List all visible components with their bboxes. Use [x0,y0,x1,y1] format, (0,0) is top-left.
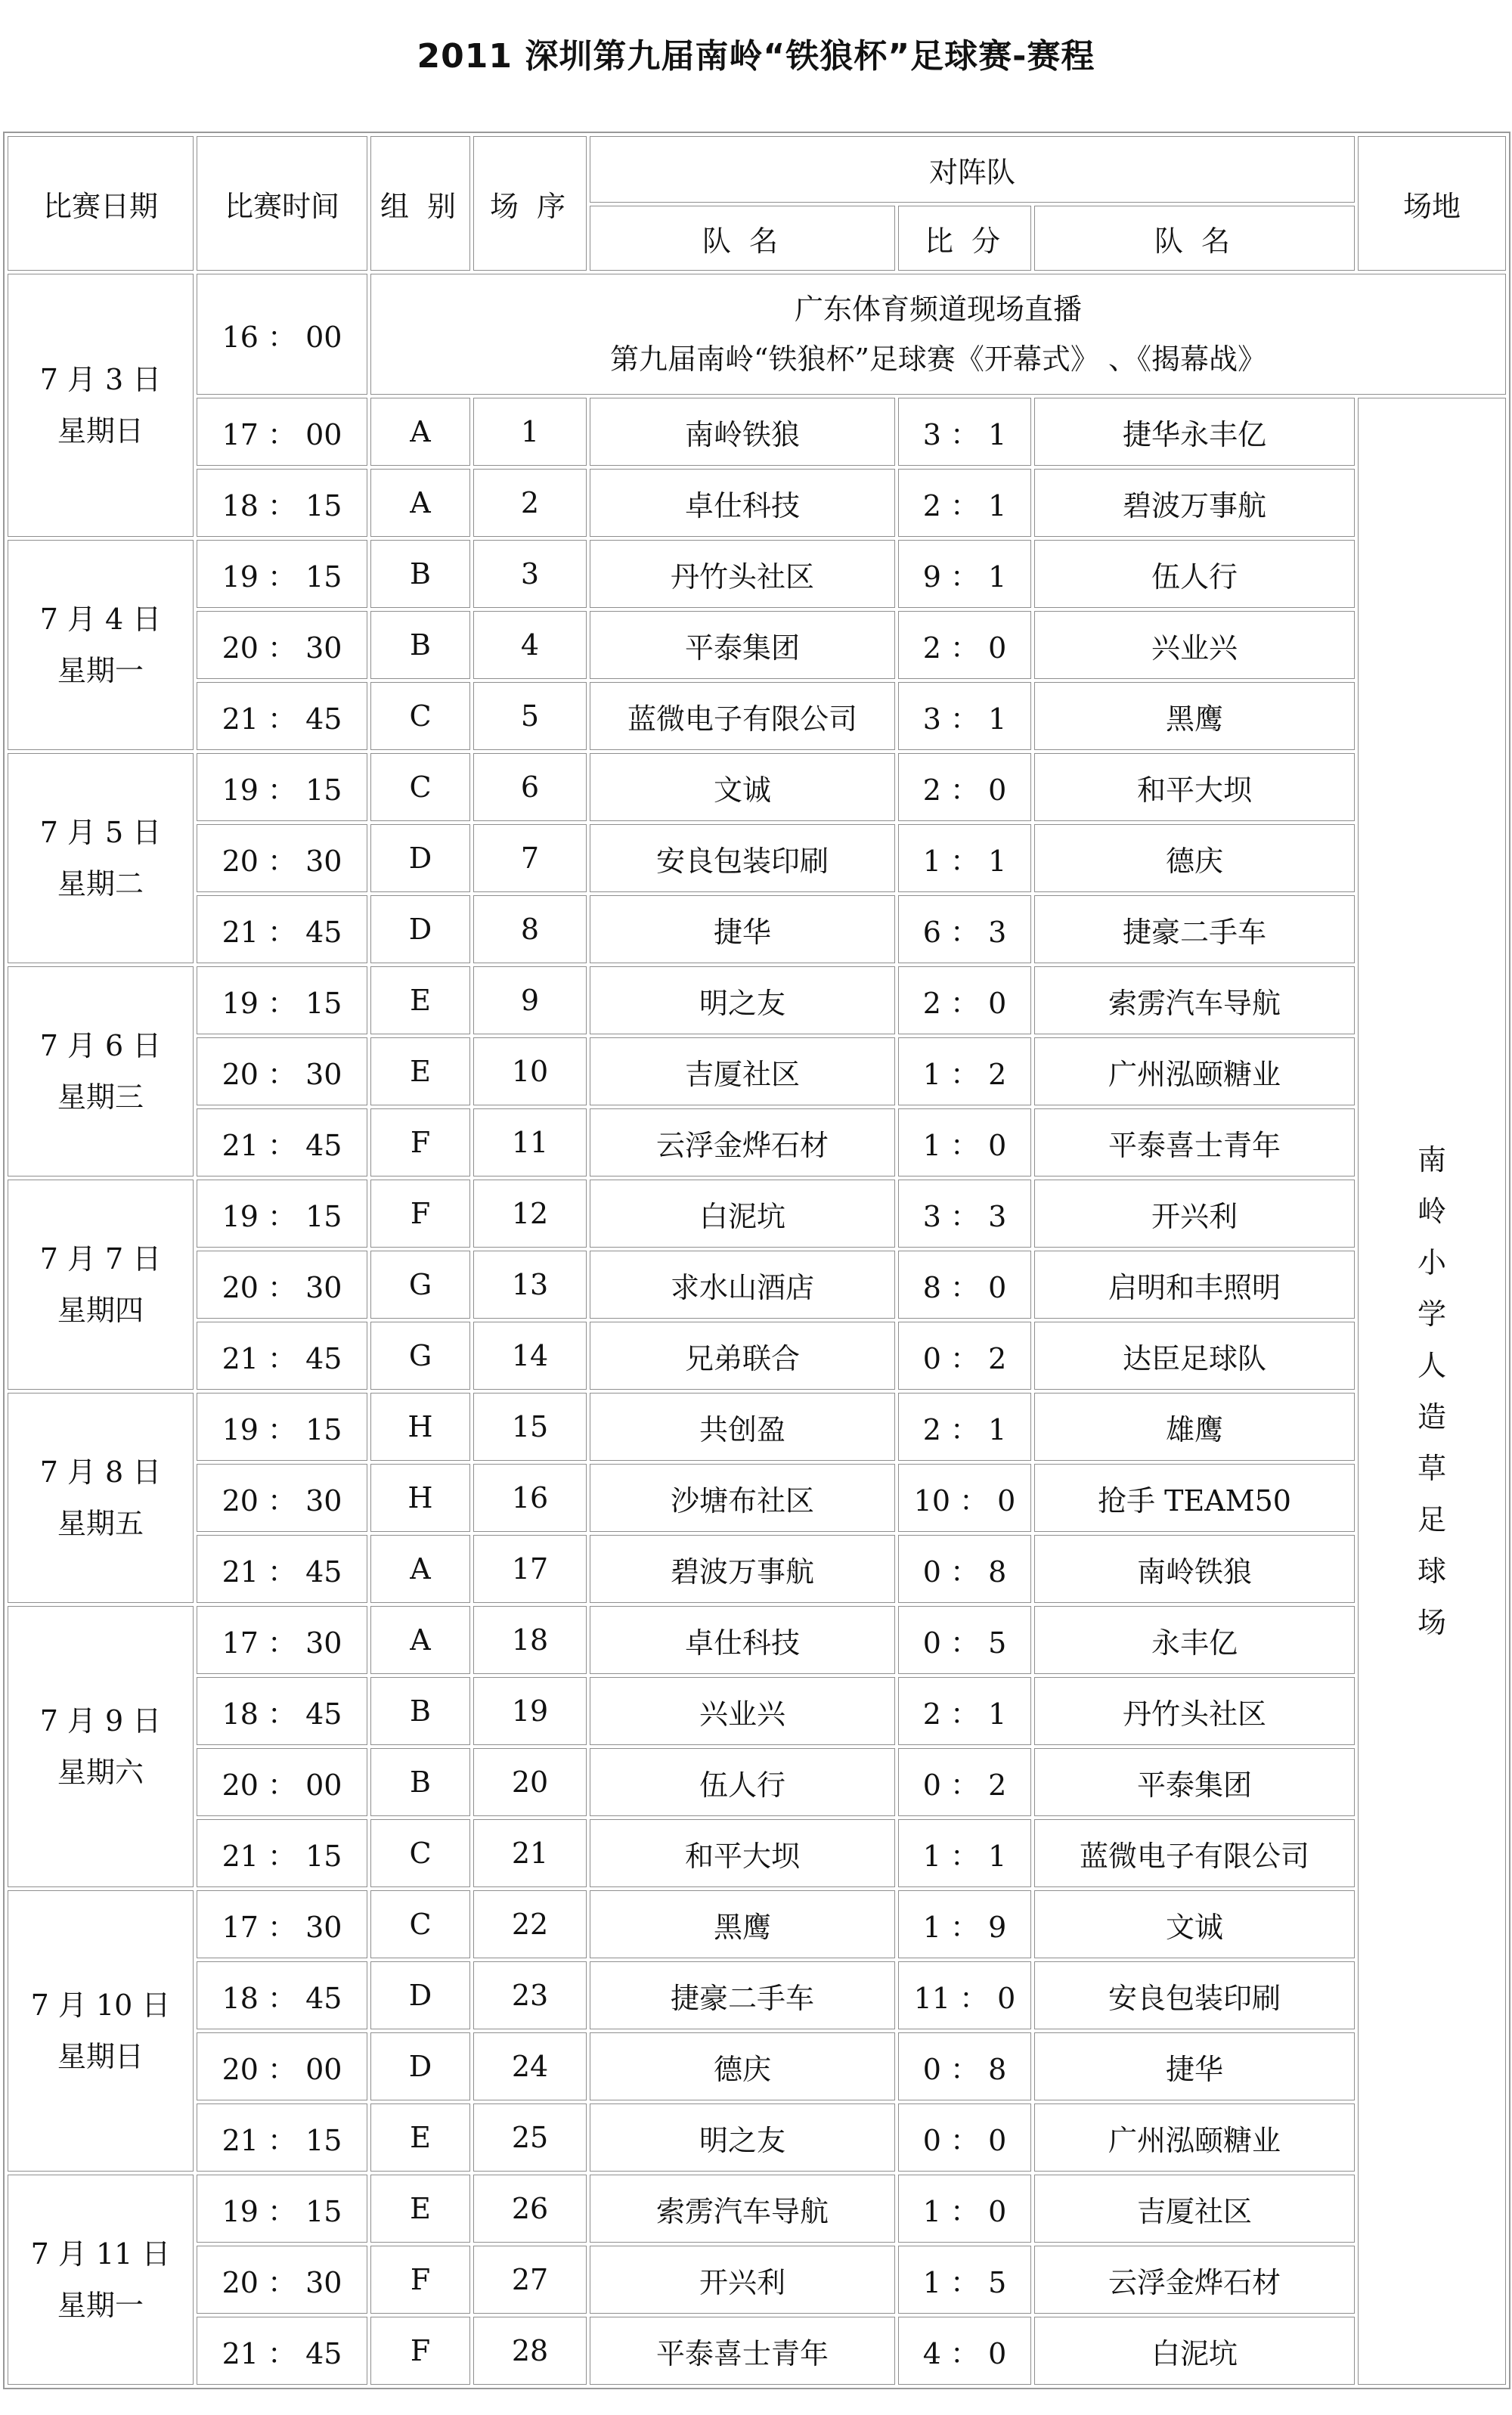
match-order: 1 [473,398,587,466]
match-weekday: 星期一 [57,2289,144,2322]
away-team: 南岭铁狼 [1034,1535,1355,1603]
match-group: D [370,1961,470,2029]
match-order: 3 [473,540,587,608]
home-team: 沙塘布社区 [590,1464,895,1532]
away-team: 白泥坑 [1034,2317,1355,2385]
away-team: 平泰集团 [1034,1748,1355,1816]
match-time: 21 ： 45 [197,682,367,750]
match-group: F [370,1108,470,1176]
match-time: 21 ： 45 [197,1108,367,1176]
match-group: A [370,398,470,466]
match-time: 21 ： 45 [197,1535,367,1603]
table-row [8,611,1506,679]
match-weekday: 星期三 [57,1080,144,1114]
match-time: 19 ： 15 [197,1180,367,1248]
home-team: 碧波万事航 [590,1535,895,1603]
away-team: 丹竹头社区 [1034,1677,1355,1745]
away-team: 抢手 TEAM50 [1034,1464,1355,1532]
match-group: G [370,1251,470,1319]
match-group: C [370,753,470,821]
header-away-team: 队 名 [1034,206,1355,271]
match-order: 26 [473,2175,587,2243]
away-team: 黑鹰 [1034,682,1355,750]
match-time: 21 ： 45 [197,2317,367,2385]
broadcast-notice [370,274,1506,395]
match-group: D [370,895,470,963]
match-score: 1 ： 1 [898,824,1031,892]
broadcast-line-2: 第九届南岭“铁狼杯”足球赛《开幕式》 、《揭幕战》 [610,343,1266,376]
home-team: 和平大坝 [590,1819,895,1887]
match-order: 24 [473,2032,587,2100]
away-team: 蓝微电子有限公司 [1034,1819,1355,1887]
table-row [8,398,1506,466]
away-team: 索雳汽车导航 [1034,966,1355,1034]
match-group: B [370,1748,470,1816]
match-score: 10 ： 0 [898,1464,1031,1532]
home-team: 捷华 [590,895,895,963]
match-order: 28 [473,2317,587,2385]
match-order: 25 [473,2103,587,2172]
home-team: 明之友 [590,2103,895,2172]
table-row [8,2317,1506,2385]
table-row [8,1393,1506,1461]
match-score: 11 ： 0 [898,1961,1031,2029]
away-team: 雄鹰 [1034,1393,1355,1461]
away-team: 达臣足球队 [1034,1322,1355,1390]
match-score: 6 ： 3 [898,895,1031,963]
match-score: 0 ： 5 [898,1606,1031,1674]
match-time: 21 ： 15 [197,2103,367,2172]
match-time: 21 ： 15 [197,1819,367,1887]
match-score: 1 ： 0 [898,1108,1031,1176]
away-team: 平泰喜士青年 [1034,1108,1355,1176]
match-date: 7 月 9 日 [39,1704,162,1738]
match-time: 18 ： 15 [197,469,367,537]
match-score: 1 ： 1 [898,1819,1031,1887]
table-row [8,753,1506,821]
match-date-cell [8,966,194,1176]
match-score: 0 ： 0 [898,2103,1031,2172]
match-group: E [370,2175,470,2243]
match-date-cell [8,2175,194,2385]
home-team: 求水山酒店 [590,1251,895,1319]
home-team: 兄弟联合 [590,1322,895,1390]
away-team: 文诚 [1034,1890,1355,1958]
match-score: 1 ： 2 [898,1037,1031,1105]
match-time: 19 ： 15 [197,966,367,1034]
header-time: 比赛时间 [197,136,367,271]
table-row [8,1180,1506,1248]
match-group: B [370,611,470,679]
table-row [8,682,1506,750]
schedule-table [3,132,1510,2389]
away-team: 安良包装印刷 [1034,1961,1355,2029]
match-order: 12 [473,1180,587,1248]
match-score: 8 ： 0 [898,1251,1031,1319]
match-date-cell [8,1180,194,1390]
match-group: C [370,1890,470,1958]
header-score: 比 分 [898,206,1031,271]
match-order: 15 [473,1393,587,1461]
match-group: F [370,2246,470,2314]
table-row [8,1606,1506,1674]
venue-char: 场 [1418,1606,1447,1639]
home-team: 索雳汽车导航 [590,2175,895,2243]
match-weekday: 星期日 [57,414,144,448]
table-row [8,966,1506,1034]
match-group: C [370,1819,470,1887]
match-group: B [370,1677,470,1745]
header-venue: 场地 [1358,136,1506,271]
match-date: 7 月 6 日 [39,1029,162,1062]
match-order: 19 [473,1677,587,1745]
match-time: 17 ： 30 [197,1890,367,1958]
match-time: 18 ： 45 [197,1677,367,1745]
away-team: 开兴利 [1034,1180,1355,1248]
table-row [8,1251,1506,1319]
home-team: 云浮金烨石材 [590,1108,895,1176]
match-order: 16 [473,1464,587,1532]
match-time: 17 ： 00 [197,398,367,466]
home-team: 兴业兴 [590,1677,895,1745]
broadcast-time: 16 ： 00 [197,274,367,395]
match-order: 7 [473,824,587,892]
match-score: 1 ： 9 [898,1890,1031,1958]
table-row [8,1322,1506,1390]
table-row [8,2103,1506,2172]
match-score: 3 ： 3 [898,1180,1031,1248]
match-score: 0 ： 8 [898,2032,1031,2100]
match-score: 0 ： 2 [898,1322,1031,1390]
match-score: 2 ： 1 [898,1393,1031,1461]
header-home-team: 队 名 [590,206,895,271]
venue-char: 南 [1418,1143,1447,1176]
match-order: 21 [473,1819,587,1887]
match-score: 2 ： 1 [898,469,1031,537]
match-date-cell [8,274,194,537]
away-team: 碧波万事航 [1034,469,1355,537]
match-score: 3 ： 1 [898,398,1031,466]
home-team: 平泰集团 [590,611,895,679]
match-date-cell [8,1606,194,1887]
match-group: F [370,2317,470,2385]
match-date-cell [8,1393,194,1603]
venue-char: 岭 [1418,1195,1447,1228]
match-group: H [370,1464,470,1532]
match-time: 19 ： 15 [197,753,367,821]
home-team: 共创盈 [590,1393,895,1461]
page-title: 2011 深圳第九届南岭“铁狼杯”足球赛-赛程 [417,37,1095,76]
match-weekday: 星期五 [57,1507,144,1540]
match-score: 1 ： 5 [898,2246,1031,2314]
away-team: 兴业兴 [1034,611,1355,679]
table-row [8,1748,1506,1816]
match-score: 1 ： 0 [898,2175,1031,2243]
home-team: 平泰喜士青年 [590,2317,895,2385]
match-group: D [370,2032,470,2100]
away-team: 伍人行 [1034,540,1355,608]
match-score: 9 ： 1 [898,540,1031,608]
header-group: 组 别 [370,136,470,271]
match-time: 18 ： 45 [197,1961,367,2029]
broadcast-row [8,274,1506,395]
match-time: 20 ： 30 [197,2246,367,2314]
home-team: 南岭铁狼 [590,398,895,466]
table-row [8,895,1506,963]
match-weekday: 星期一 [57,654,144,687]
table-row [8,1108,1506,1176]
home-team: 卓仕科技 [590,469,895,537]
match-date-cell [8,753,194,963]
match-score: 0 ： 8 [898,1535,1031,1603]
away-team: 捷华 [1034,2032,1355,2100]
table-row [8,1961,1506,2029]
match-date: 7 月 11 日 [30,2237,171,2271]
home-team: 德庆 [590,2032,895,2100]
match-order: 18 [473,1606,587,1674]
match-group: G [370,1322,470,1390]
away-team: 云浮金烨石材 [1034,2246,1355,2314]
match-order: 13 [473,1251,587,1319]
table-row [8,540,1506,608]
match-group: F [370,1180,470,1248]
match-weekday: 星期六 [57,1756,144,1789]
home-team: 文诚 [590,753,895,821]
match-group: C [370,682,470,750]
match-time: 17 ： 30 [197,1606,367,1674]
venue-char: 球 [1418,1555,1447,1588]
match-order: 11 [473,1108,587,1176]
match-weekday: 星期四 [57,1294,144,1327]
match-order: 22 [473,1890,587,1958]
header-order: 场 序 [473,136,587,271]
match-date: 7 月 8 日 [39,1456,162,1489]
table-row [8,2175,1506,2243]
match-group: D [370,824,470,892]
home-team: 蓝微电子有限公司 [590,682,895,750]
match-score: 4 ： 0 [898,2317,1031,2385]
away-team: 广州泓颐糖业 [1034,1037,1355,1105]
match-order: 9 [473,966,587,1034]
broadcast-line-1: 广东体育频道现场直播 [795,293,1083,326]
match-date: 7 月 10 日 [30,1989,171,2022]
match-time: 20 ： 30 [197,611,367,679]
away-team: 德庆 [1034,824,1355,892]
match-order: 6 [473,753,587,821]
venue-char: 造 [1418,1400,1447,1434]
match-score: 2 ： 0 [898,966,1031,1034]
home-team: 明之友 [590,966,895,1034]
match-order: 23 [473,1961,587,2029]
match-order: 27 [473,2246,587,2314]
away-team: 捷豪二手车 [1034,895,1355,963]
venue-char: 学 [1418,1297,1447,1331]
home-team: 伍人行 [590,1748,895,1816]
venue-char: 足 [1418,1503,1447,1536]
table-row [8,1890,1506,1958]
away-team: 永丰亿 [1034,1606,1355,1674]
venue-char: 小 [1418,1246,1447,1279]
table-row [8,1819,1506,1887]
match-score: 0 ： 2 [898,1748,1031,1816]
away-team: 捷华永丰亿 [1034,398,1355,466]
match-weekday: 星期二 [57,867,144,901]
match-date: 7 月 5 日 [39,816,162,849]
match-score: 2 ： 1 [898,1677,1031,1745]
match-time: 20 ： 30 [197,1464,367,1532]
match-order: 17 [473,1535,587,1603]
home-team: 黑鹰 [590,1890,895,1958]
home-team: 丹竹头社区 [590,540,895,608]
home-team: 白泥坑 [590,1180,895,1248]
match-date: 7 月 4 日 [39,603,162,636]
away-team: 启明和丰照明 [1034,1251,1355,1319]
match-date-cell [8,1890,194,2172]
match-time: 20 ： 00 [197,2032,367,2100]
match-order: 5 [473,682,587,750]
match-group: A [370,1535,470,1603]
match-group: A [370,469,470,537]
venue-char: 人 [1418,1349,1447,1382]
match-group: H [370,1393,470,1461]
match-group: E [370,966,470,1034]
match-time: 20 ： 30 [197,824,367,892]
match-order: 14 [473,1322,587,1390]
table-row [8,1037,1506,1105]
table-row [8,1535,1506,1603]
match-time: 21 ： 45 [197,1322,367,1390]
home-team: 捷豪二手车 [590,1961,895,2029]
header-matchup: 对阵队 [590,136,1355,203]
match-score: 2 ： 0 [898,753,1031,821]
match-group: B [370,540,470,608]
home-team: 安良包装印刷 [590,824,895,892]
match-date-cell [8,540,194,750]
away-team: 和平大坝 [1034,753,1355,821]
table-row [8,2032,1506,2100]
match-order: 4 [473,611,587,679]
match-date: 7 月 3 日 [39,363,162,396]
table-row [8,469,1506,537]
match-time: 21 ： 45 [197,895,367,963]
header-date: 比赛日期 [8,136,194,271]
match-score: 3 ： 1 [898,682,1031,750]
match-time: 20 ： 00 [197,1748,367,1816]
match-date: 7 月 7 日 [39,1242,162,1276]
table-row [8,1464,1506,1532]
match-order: 8 [473,895,587,963]
match-time: 20 ： 30 [197,1037,367,1105]
match-time: 19 ： 15 [197,540,367,608]
venue-cell [1358,398,1506,2385]
match-group: A [370,1606,470,1674]
match-time: 19 ： 15 [197,1393,367,1461]
match-group: E [370,2103,470,2172]
match-order: 2 [473,469,587,537]
away-team: 广州泓颐糖业 [1034,2103,1355,2172]
table-row [8,1677,1506,1745]
match-order: 20 [473,1748,587,1816]
table-row [8,824,1506,892]
home-team: 吉厦社区 [590,1037,895,1105]
venue-char: 草 [1418,1452,1447,1485]
match-score: 2 ： 0 [898,611,1031,679]
table-row [8,2246,1506,2314]
match-group: E [370,1037,470,1105]
match-time: 20 ： 30 [197,1251,367,1319]
home-team: 卓仕科技 [590,1606,895,1674]
match-time: 19 ： 15 [197,2175,367,2243]
match-weekday: 星期日 [57,2040,144,2073]
away-team: 吉厦社区 [1034,2175,1355,2243]
match-order: 10 [473,1037,587,1105]
home-team: 开兴利 [590,2246,895,2314]
